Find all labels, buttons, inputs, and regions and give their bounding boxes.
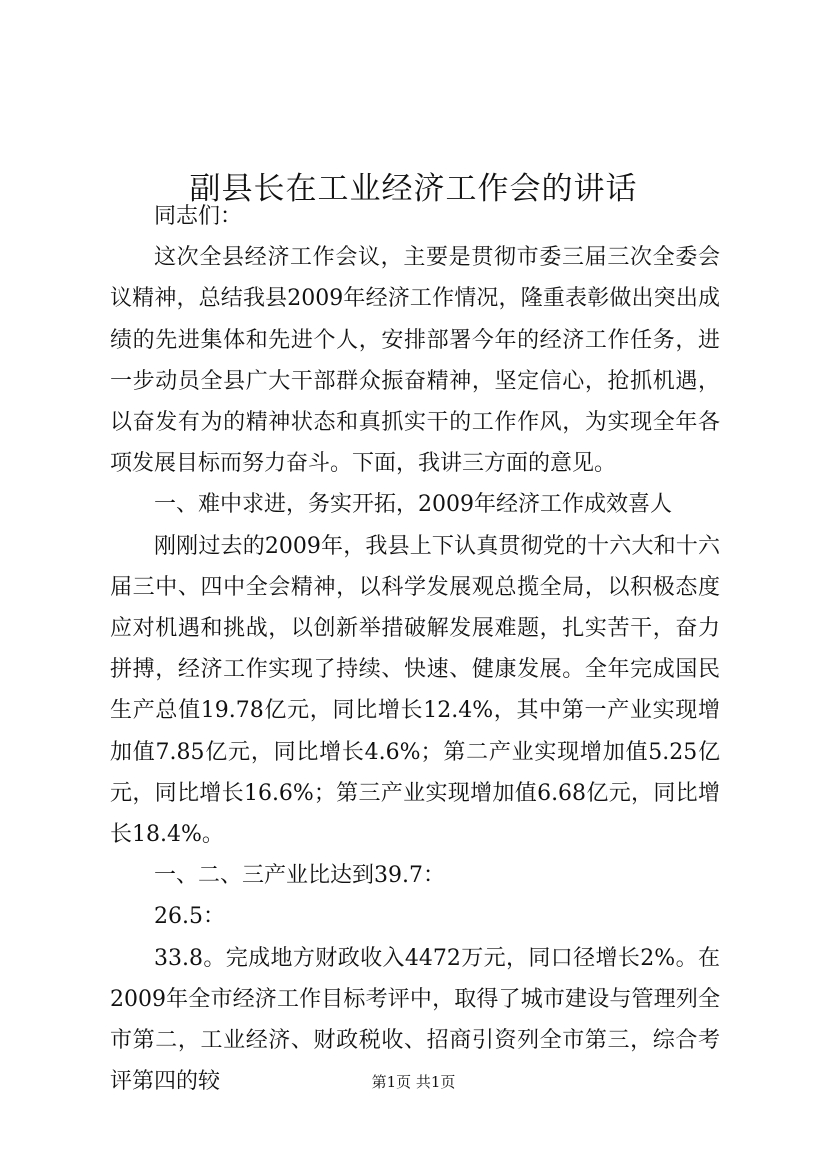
paragraph: 刚刚过去的2009年，我县上下认真贯彻党的十六大和十六届三中、四中全会精神，以科学发展观总揽全局，以积极态度应对机遇和挑战，以创新举措破解发展难题，扎实苦干，奋力拼搏，经济工作实现了持续、快速、健康发展。全年完成国民生产总值19.78亿元，同比增长12.4%，其中第一产业实现增加值7.85亿元，同比增长4.6%；第二产业实现增加值5.25亿元，同比增长16.6%；第三产业实现增加值6.68亿元，同比增长18.4%。 — [110, 533, 720, 848]
document-body — [110, 196, 720, 1102]
paragraph: 26.5： — [154, 904, 225, 930]
page-footer: 第1页 共1页 — [371, 1073, 456, 1091]
salutation: 同志们： — [154, 204, 243, 229]
document-title: 副县长在工业经济工作会的讲话 — [189, 170, 638, 207]
paragraph: 33.8。完成地方财政收入4472万元，同口径增长2%。在2009年全市经济工作目标考评中，取得了城市建设与管理列全市第二，工业经济、财政税收、招商引资列全市第三，综合考评第四的较 — [110, 945, 720, 1095]
paragraph: 一、二、三产业比达到39.7： — [154, 863, 445, 889]
paragraph: 这次全县经济工作会议，主要是贯彻市委三届三次全委会议精神，总结我县2009年经济工作情况，隆重表彰做出突出成绩的先进集体和先进个人，安排部署今年的经济工作任务，进一步动员全县广大干部群众振奋精神，坚定信心，抢抓机遇，以奋发有为的精神状态和真抓实干的工作作风，为实现全年各项发展目标而努力奋斗。下面，我讲三方面的意见。 — [110, 245, 720, 477]
section-heading: 一、难中求进，务实开拓，2009年经济工作成效喜人 — [154, 492, 672, 518]
